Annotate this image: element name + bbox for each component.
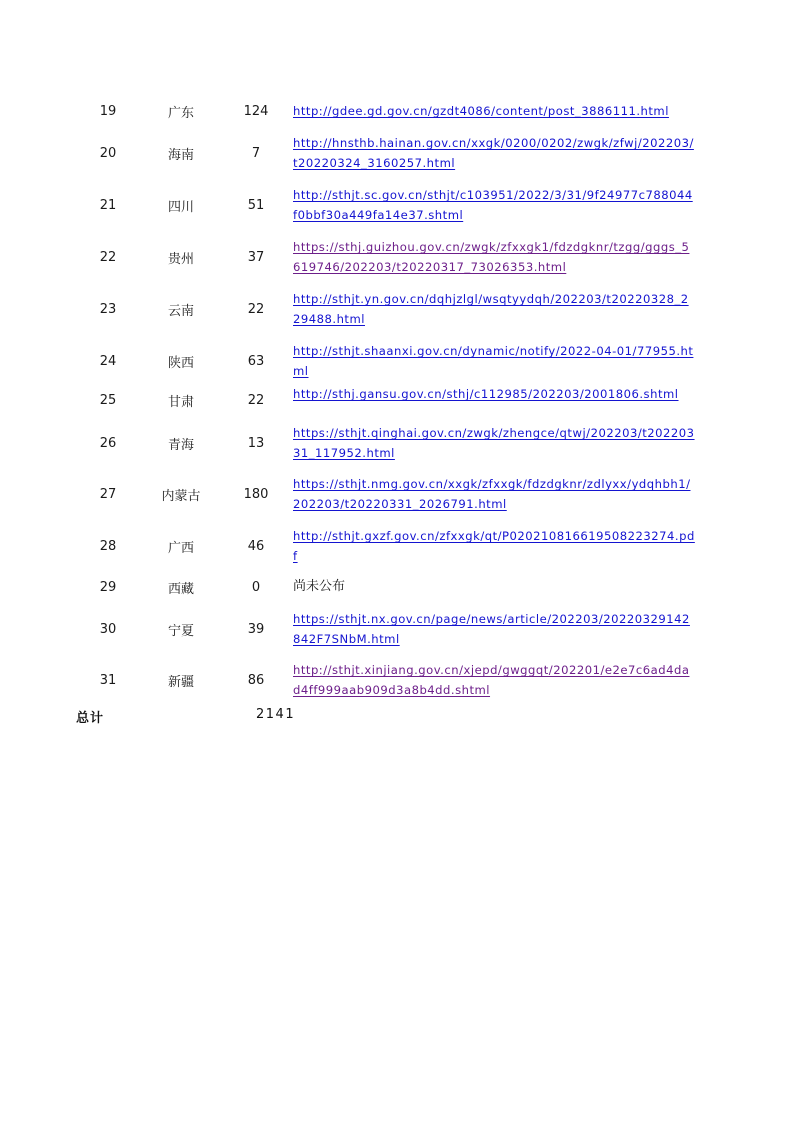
province-name: 宁夏 [167,623,194,639]
table-row [0,341,793,381]
source-cell [293,386,695,414]
province-name: 甘肃 [167,394,194,410]
source-cell [293,237,695,277]
table-row [0,423,793,463]
row-number: 29 [99,579,117,595]
source-link[interactable]: http://sthjt.sc.gov.cn/sthjt/c103951/2022/3/31/9f24977c788044f0bbf30a449fa14e37.shtml [293,188,693,222]
source-cell [293,133,695,173]
count-value: 180 [243,486,269,502]
source-link[interactable]: http://sthjt.xinjiang.gov.cn/xjepd/gwggqt/202201/e2e7c6ad4dad4ff999aab909d3a8b4dd.shtml [293,663,690,697]
table-row [0,577,793,597]
total-label: 总计 [76,711,105,726]
source-cell [293,289,695,329]
source-cell [293,660,695,700]
province-name: 海南 [167,147,194,163]
province-name: 青海 [167,437,194,453]
province-name: 内蒙古 [161,488,201,504]
count-value: 46 [247,538,265,554]
count-value: 7 [251,145,261,161]
source-link[interactable]: http://gdee.gd.gov.cn/gzdt4086/content/post_3886111.html [293,104,669,118]
table-row [0,609,793,649]
source-cell [293,423,695,463]
province-name: 贵州 [167,251,194,267]
province-name: 西藏 [167,581,194,597]
count-value: 0 [251,579,261,595]
province-name: 四川 [167,199,194,215]
count-value: 22 [247,392,265,408]
source-link[interactable]: https://sthjt.qinghai.gov.cn/zwgk/zhengce/qtwj/202203/t20220331_117952.html [293,426,695,460]
source-link[interactable]: http://sthjt.gxzf.gov.cn/zfxxgk/qt/P020210816619508223274.pdf [293,529,695,563]
table-row [0,185,793,225]
table-row [0,474,793,514]
count-value: 22 [247,301,265,317]
count-value: 86 [247,672,265,688]
source-link[interactable]: http://sthjt.shaanxi.gov.cn/dynamic/notify/2022-04-01/77955.html [293,344,694,378]
row-number: 28 [99,538,117,554]
table-row [0,660,793,700]
row-number: 25 [99,392,117,408]
row-number: 24 [99,353,117,369]
province-name: 广西 [167,540,194,556]
source-cell [293,474,695,514]
count-value: 63 [247,353,265,369]
count-value: 13 [247,435,265,451]
source-cell [293,341,695,381]
table-row [0,526,793,566]
count-value: 51 [247,197,265,213]
source-cell [293,185,695,225]
province-name: 云南 [167,303,194,319]
province-name: 陕西 [167,355,194,371]
table-row [0,289,793,329]
source-link[interactable]: https://sthj.guizhou.gov.cn/zwgk/zfxxgk1/fdzdgknr/tzgg/gggs_5619746/202203/t20220317_73026353.html [293,240,690,274]
table-row [0,386,793,414]
province-name: 新疆 [167,674,194,690]
source-cell [293,526,695,566]
source-link[interactable]: http://hnsthb.hainan.gov.cn/xxgk/0200/0202/zwgk/zfwj/202203/t20220324_3160257.html [293,136,694,170]
source-link[interactable]: http://sthjt.yn.gov.cn/dqhjzlgl/wsqtyydqh/202203/t20220328_229488.html [293,292,689,326]
table-row [0,101,793,121]
count-value: 39 [247,621,265,637]
count-value: 37 [247,249,265,265]
row-number: 26 [99,435,117,451]
source-link[interactable]: https://sthjt.nmg.gov.cn/xxgk/zfxxgk/fdzdgknr/zdlyxx/ydqhbh1/202203/t20220331_2026791.html [293,477,691,511]
row-number: 20 [99,145,117,161]
row-number: 21 [99,197,117,213]
total-value: 2141 [256,707,296,722]
row-number: 22 [99,249,117,265]
row-number: 19 [99,103,117,119]
province-name: 广东 [167,105,194,121]
source-link[interactable]: http://sthj.gansu.gov.cn/sthj/c112985/202203/2001806.shtml [293,387,679,401]
source-cell [293,609,695,649]
source-cell [293,101,695,121]
table-row [0,133,793,173]
table-row [0,237,793,277]
not-published-note: 尚未公布 [293,579,346,594]
row-number: 27 [99,486,117,502]
row-number: 30 [99,621,117,637]
source-cell [293,577,695,597]
count-value: 124 [243,103,269,119]
row-number: 23 [99,301,117,317]
source-link[interactable]: https://sthjt.nx.gov.cn/page/news/article/202203/20220329142842F7SNbM.html [293,612,690,646]
row-number: 31 [99,672,117,688]
